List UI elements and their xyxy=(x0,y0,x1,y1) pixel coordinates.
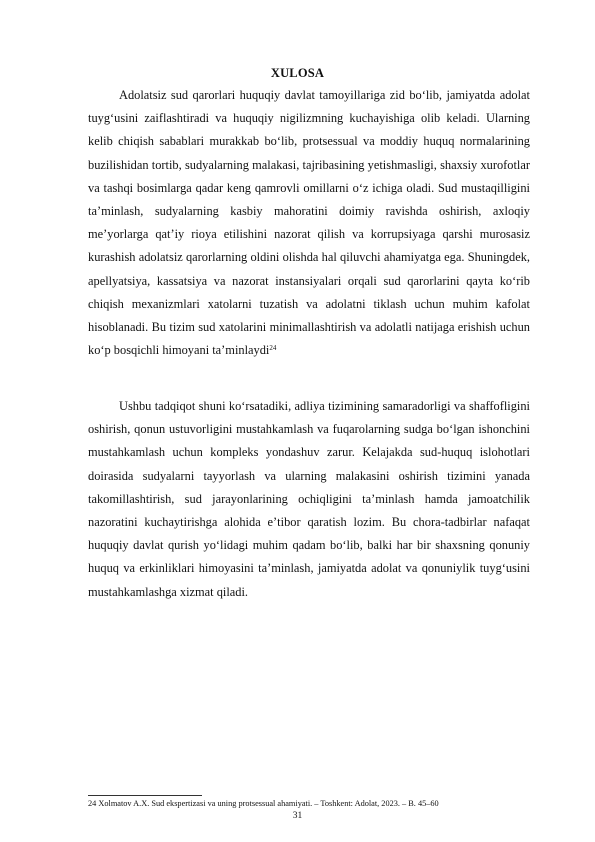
page-number: 31 xyxy=(292,811,303,821)
paragraph-text: Adolatsiz sud qarorlari huquqiy davlat tamoyillariga zid boʻlib, jamiyatda adolat tuygʻusini zaiflashtiradi va huquqiy nigilizmning kuchayishiga olib keladi. Ularning kelib chiqish sabablari murakkab boʻlib, protsessual va moddiy huquq normalarining buzilishidan tortib, sudyalarning malakasi, tajribasining yetishmasligi, shaxsiy xurofotlar va tashqi bosimlarga qadar keng qamrovli omillarni oʻz ichiga oladi. Sud mustaqilligini taʼminlash, sudyalarning kasbiy mahoratini doimiy ravishda oshirish, axloqiy meʼyorlarga qatʼiy rioya etilishini nazorat qilish va korrupsiyaga qarshi murosasiz kurashish adolatsiz qarorlarning oldini olishda hal qiluvchi ahamiyatga ega. Shuningdek, apellyatsiya, kassatsiya va nazorat instansiyalari orqali sud qarorlarini qayta koʻrib chiqish mexanizmlari xatolarni tuzatish va adolatni tiklash uchun muhim kafolat hisoblanadi. Bu tizim sud xatolarini minimallashtirish va adolatli natijaga erishish uchun koʻp bosqichli himoyani taʼminlaydi xyxy=(88,88,530,358)
body-paragraph xyxy=(88,84,530,362)
footnote: 24 Xolmatov A.X. Sud ekspertizasi va uning protsessual ahamiyati. – Toshkent: Adolat, 2023. – B. 45–60 xyxy=(88,799,439,808)
footnote-reference[interactable]: 24 xyxy=(269,344,277,353)
section-title: XULOSA xyxy=(270,66,325,80)
footnote-divider xyxy=(88,795,202,796)
body-paragraph: Ushbu tadqiqot shuni koʻrsatadiki, adliya tizimining samaradorligi va shaffofligini oshirish, qonun ustuvorligini mustahkamlash va fuqarolarning sudga boʻlgan ishonchini mustahkamlash uchun kompleks yondashuv zarur. Kelajakda sud-huquq islohotlari doirasida sudyalarni tayyorlash va ularning malakasini oshirish tizimini yanada takomillashtirish, sud jarayonlarining ochiqligini taʼminlash hamda jamoatchilik nazoratini kuchaytirishga alohida eʼtibor qaratish lozim. Bu chora-tadbirlar nafaqat huquqiy davlat qurish yoʻlidagi muhim qadam boʻlib, balki har bir shaxsning qonuniy huquq va erkinliklari himoyasini taʼminlash, jamiyatda adolat va qonuniylik tuygʻusini mustahkamlashga xizmat qiladi. xyxy=(88,399,530,599)
